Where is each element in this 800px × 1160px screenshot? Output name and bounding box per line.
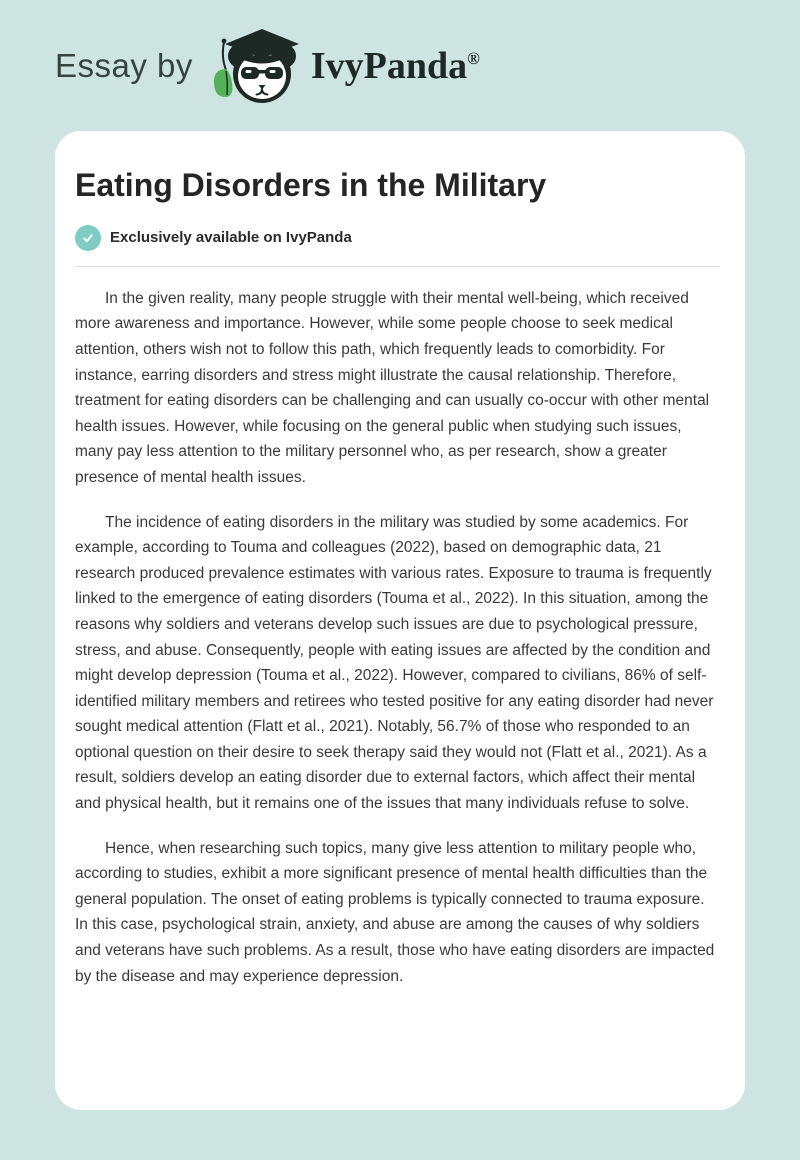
essay-card [55,131,745,1110]
ivypanda-logo-icon [209,27,301,105]
checkmark-icon [75,225,101,251]
essay-paragraph-2: The incidence of eating disorders in the military was studied by some academics. For example, according to Touma and colleagues (2022), based on demographic data, 21 research produced prevalence estimates with various rates. Exposure to trauma is frequently linked to the emergence of eating disorders (Touma et al., 2022). In this situation, among the reasons why soldiers and veterans develop such issues are due to psychological pressure, stress, and abuse. Consequently, people with eating issues are affected by the condition and might develop depression (Touma et al., 2022). However, compared to civilians, 86% of self-identified military members and retirees who tested positive for any eating disorder had never sought medical attention (Flatt et al., 2021). Notably, 56.7% of those who responded to an optional question on their desire to seek therapy said they would not (Flatt et al., 2021). As a result, soldiers develop an eating disorder due to external factors, which affect their mental and physical health, but it remains one of the issues that many individuals refuse to solve. [75,513,714,813]
essay-paragraph-1: In the given reality, many people struggle with their mental well-being, which received more awareness and importance. However, while some people choose to seek medical attention, others wish not to follow this path, which frequently leads to comorbidity. For instance, earring disorders and stress might illustrate the causal relationship. Therefore, treatment for eating disorders can be challenging and can usually co-occur with other mental health issues. However, while focusing on the general public when studying such issues, many pay less attention to the military personnel who, as per research, show a greater presence of mental health issues. [75,289,710,486]
registered-mark: ® [467,48,480,68]
essay-by-label: Essay by [55,46,193,84]
availability-row [75,225,720,251]
essay-paragraph-3: Hence, when researching such topics, many give less attention to military people who, according to studies, exhibit a more significant presence of mental health difficulties than the general population. The onset of eating problems is typically connected to trauma exposure. In this case, psychological strain, anxiety, and abuse are among the causes of why soldiers and veterans have such problems. As a result, those who have eating disorders are impacted by the disease and may experience depression. [75,839,715,985]
page-title: Eating Disorders in the Military [75,167,547,203]
site-header [0,0,800,131]
brand-wordmark [310,44,480,87]
availability-label: Exclusively available on IvyPanda [110,229,352,247]
brand-name: IvyPanda [310,44,468,87]
divider [75,266,720,267]
